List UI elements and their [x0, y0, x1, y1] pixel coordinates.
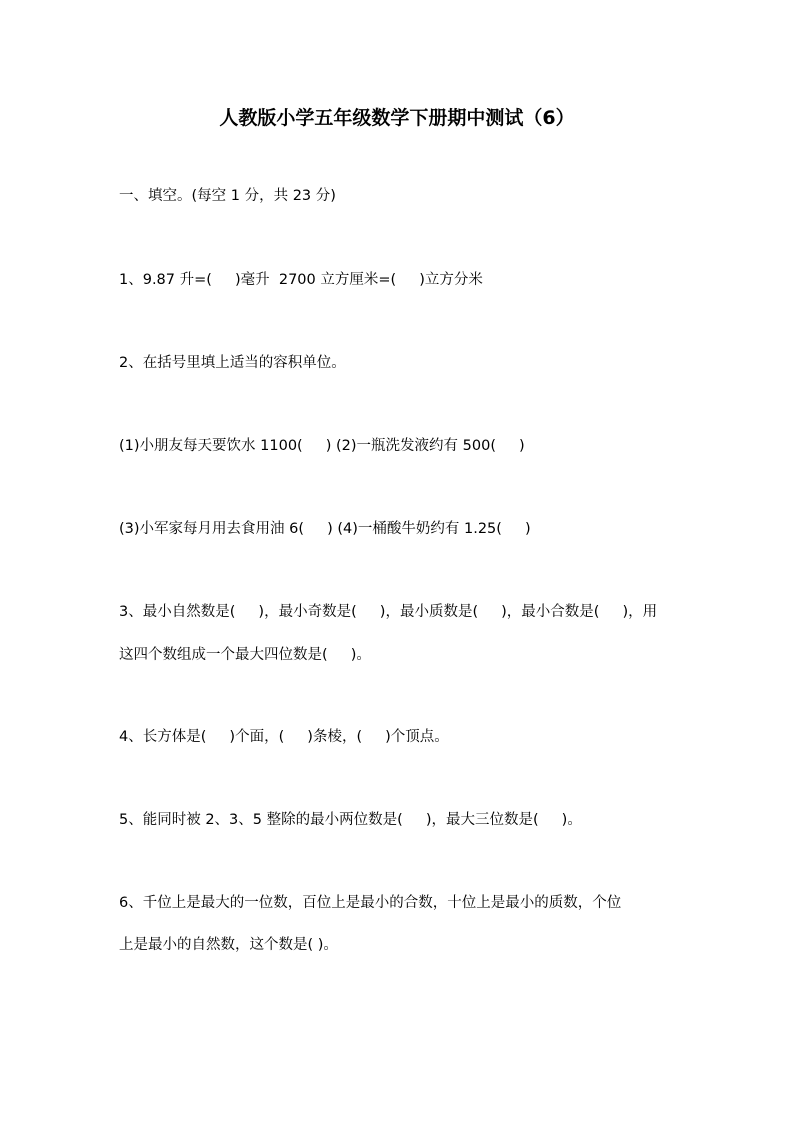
question-2-items-a: (1)小朋友每天要饮水 1100( ) (2)一瓶洗发液约有 500( ) — [119, 438, 525, 454]
question-5: 5、能同时被 2、3、5 整除的最小两位数是( )，最大三位数是( )。 — [119, 812, 582, 828]
question-2: 2、在括号里填上适当的容积单位。 — [119, 355, 346, 371]
section-heading: 一、填空。(每空 1 分，共 23 分) — [119, 188, 336, 204]
question-2-items-b: (3)小军家每月用去食用油 6( ) (4)一桶酸牛奶约有 1.25( ) — [119, 521, 531, 537]
question-3-line-2: 这四个数组成一个最大四位数是( )。 — [119, 647, 371, 663]
question-6-line-2: 上是最小的自然数，这个数是( )。 — [119, 937, 338, 953]
question-4: 4、长方体是( )个面，( )条棱，( )个顶点。 — [119, 729, 449, 745]
question-1: 1、9.87 升=( )毫升 2700 立方厘米=( )立方分米 — [119, 272, 483, 288]
question-3-line-1: 3、最小自然数是( )，最小奇数是( )，最小质数是( )，最小合数是( )，用 — [119, 604, 658, 620]
page-title: 人教版小学五年级数学下册期中测试（6） — [219, 107, 575, 129]
question-6-line-1: 6、千位上是最大的一位数，百位上是最小的合数，十位上是最小的质数，个位 — [119, 895, 622, 911]
